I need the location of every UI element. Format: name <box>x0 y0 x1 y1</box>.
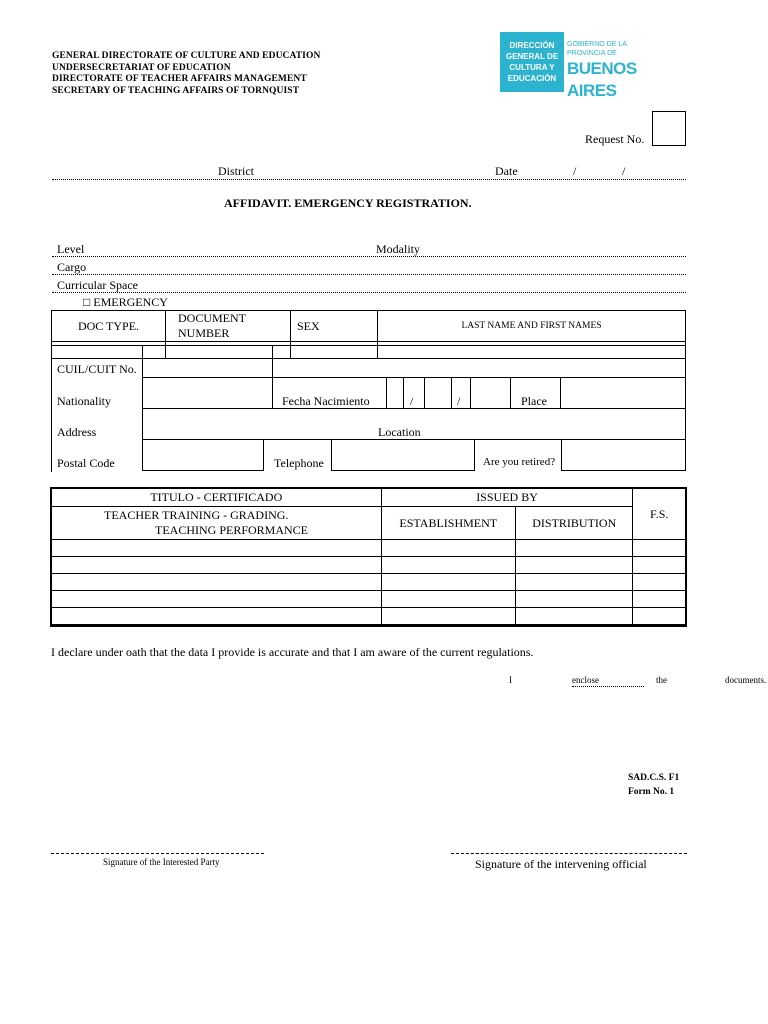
doc-number-header: DOCUMENT NUMBER <box>166 311 291 342</box>
title-certificate-header: TITULO - CERTIFICADO <box>52 489 382 507</box>
address-label: Address <box>57 425 97 439</box>
birth-day-input[interactable] <box>386 377 404 409</box>
table-cell[interactable] <box>52 574 382 591</box>
emergency-label: EMERGENCY <box>93 295 168 309</box>
modality-label: Modality <box>376 242 420 256</box>
enclose-word: documents. <box>725 675 767 685</box>
request-number-label: Request No. <box>585 132 645 146</box>
official-signature-label: Signature of the intervening official <box>475 857 647 871</box>
level-line <box>52 256 686 257</box>
cuil-extra-input[interactable] <box>272 345 686 378</box>
government-logo <box>500 32 642 100</box>
retired-label: Are you retired? <box>483 456 556 468</box>
telephone-label: Telephone <box>274 456 324 470</box>
training-header-line-2: TEACHING PERFORMANCE <box>155 523 309 537</box>
sex-header: SEX <box>291 311 378 342</box>
doc-type-header: DOC TYPE. <box>52 311 166 342</box>
birth-date-label: Fecha Nacimiento <box>282 394 370 408</box>
logo-province-top: GOBIERNO DE LA PROVINCIA DE <box>567 41 627 57</box>
postal-code-input[interactable] <box>142 439 264 471</box>
level-label: Level <box>57 242 85 256</box>
training-header <box>52 507 382 540</box>
table-cell[interactable] <box>381 608 515 625</box>
table-cell[interactable] <box>52 591 382 608</box>
enclose-word: I <box>509 675 512 685</box>
form-code: SAD.C.S. F1 <box>628 773 680 783</box>
emergency-checkbox-row[interactable] <box>83 295 168 310</box>
table-cell[interactable] <box>52 608 382 625</box>
birth-month-extra[interactable] <box>451 377 471 409</box>
table-cell[interactable] <box>633 574 686 591</box>
birth-month-input[interactable] <box>424 377 452 409</box>
header-line-1: GENERAL DIRECTORATE OF CULTURE AND EDUCATION <box>52 51 321 61</box>
fs-header: F.S. <box>633 489 686 540</box>
form-title: AFFIDAVIT. EMERGENCY REGISTRATION. <box>224 196 472 210</box>
nationality-label: Nationality <box>57 394 111 408</box>
location-label: Location <box>378 425 421 439</box>
table-cell[interactable] <box>633 540 686 557</box>
form-number: Form No. 1 <box>628 787 675 797</box>
logo-province-name: BUENOS AIRES <box>567 59 637 100</box>
enclose-word: the <box>656 675 667 685</box>
table-cell[interactable] <box>381 557 515 574</box>
table-cell[interactable] <box>633 591 686 608</box>
distribution-header: DISTRIBUTION <box>516 507 633 540</box>
birth-date-separator: / <box>457 394 461 408</box>
table-cell[interactable] <box>516 574 633 591</box>
logo-directorate-block: DIRECCIÓN GENERAL DE CULTURA Y EDUCACIÓN <box>500 32 564 92</box>
names-header: LAST NAME AND FIRST NAMES <box>378 311 686 342</box>
training-header-line-1: TEACHER TRAINING - GRADING. <box>104 508 289 522</box>
table-cell[interactable] <box>52 540 382 557</box>
table-cell[interactable] <box>381 591 515 608</box>
curricular-space-label: Curricular Space <box>57 278 138 292</box>
emergency-checkbox[interactable]: □ <box>83 295 91 309</box>
date-label: Date <box>495 164 518 178</box>
request-number-box[interactable] <box>652 111 686 146</box>
establishment-header: ESTABLISHMENT <box>381 507 515 540</box>
table-cell[interactable] <box>516 608 633 625</box>
date-separator: / <box>573 164 577 178</box>
issued-by-header: ISSUED BY <box>381 489 633 507</box>
institution-header <box>52 51 320 97</box>
cargo-label: Cargo <box>57 260 87 274</box>
titles-table <box>51 488 686 625</box>
district-date-line <box>52 179 686 180</box>
logo-province <box>567 40 643 102</box>
nationality-input[interactable] <box>142 377 273 409</box>
curricular-space-line <box>52 292 686 293</box>
birth-year-input[interactable] <box>470 377 511 409</box>
telephone-input[interactable] <box>331 439 475 471</box>
official-signature-line <box>451 853 687 854</box>
table-cell[interactable] <box>633 557 686 574</box>
table-cell[interactable] <box>381 540 515 557</box>
enclose-word: enclose <box>572 675 644 687</box>
header-line-4: SECRETARY OF TEACHING AFFAIRS OF TORNQUIST <box>52 85 300 96</box>
retired-input[interactable] <box>561 439 686 471</box>
date-separator: / <box>622 164 626 178</box>
header-line-3: DIRECTORATE OF TEACHER AFFAIRS MANAGEMENT <box>52 74 307 84</box>
interested-signature-line <box>51 853 264 854</box>
table-cell[interactable] <box>516 591 633 608</box>
table-cell[interactable] <box>516 557 633 574</box>
table-cell[interactable] <box>516 540 633 557</box>
birth-date-separator: / <box>410 394 414 408</box>
cargo-line <box>52 274 686 275</box>
district-label: District <box>218 164 254 178</box>
cuil-input[interactable] <box>142 345 273 378</box>
table-cell[interactable] <box>52 557 382 574</box>
place-label: Place <box>521 394 547 408</box>
personal-block-left <box>51 345 52 472</box>
header-line-2: UNDERSECRETARIAT OF EDUCATION <box>52 62 231 73</box>
cuil-label: CUIL/CUIT No. <box>57 362 137 376</box>
postal-code-label: Postal Code <box>57 456 115 470</box>
declaration-text: I declare under oath that the data I provide is accurate and that I am aware of the current regulations. <box>51 645 534 659</box>
table-cell[interactable] <box>381 574 515 591</box>
table-cell[interactable] <box>633 608 686 625</box>
place-input[interactable] <box>560 377 686 409</box>
interested-signature-label: Signature of the Interested Party <box>103 857 220 867</box>
